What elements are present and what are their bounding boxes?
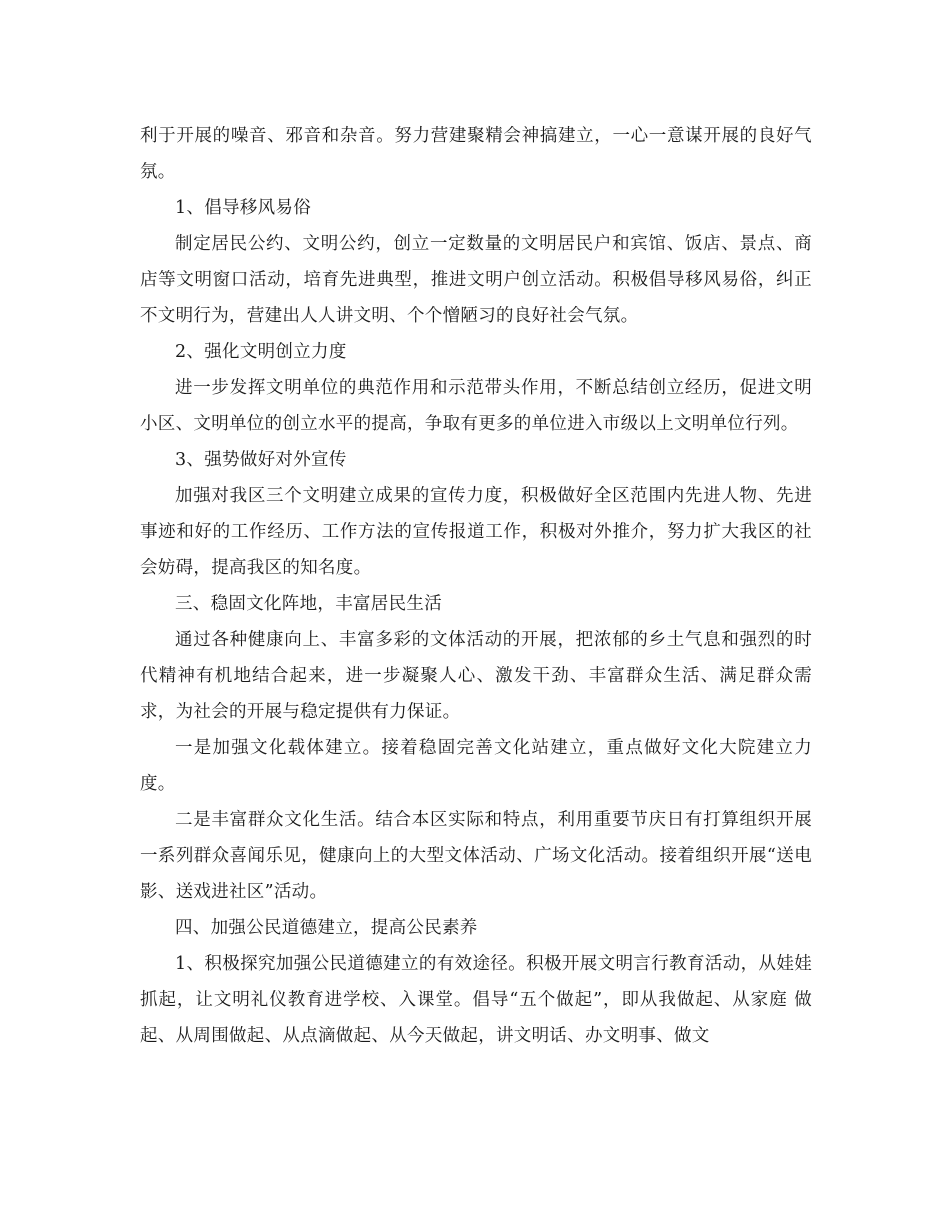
- paragraph-customs: 制定居民公约、文明公约，创立一定数量的文明居民户和宾馆、饭店、景点、商店等文明窗口活动，培育先进典型，推进文明户创立活动。积极倡导移风易俗，纠正不文明行为，营建出人人讲文明、个个憎陋习的良好社会气氛。: [140, 234, 812, 326]
- paragraph-culture-activities: 通过各种健康向上、丰富多彩的文体活动的开展，把浓郁的乡土气息和强烈的时代精神有机地结合起来，进一步凝聚人心、激发干劲、丰富群众生活、满足群众需求，为社会的开展与稳定提供有力保证。: [140, 630, 812, 722]
- section-heading-culture: 三、稳固文化阵地，丰富居民生活: [175, 594, 442, 614]
- section-heading-2: 2、强化文明创立力度: [175, 342, 347, 362]
- paragraph-continuation: 利于开展的噪音、邪音和杂音。努力营建聚精会神搞建立，一心一意谋开展的良好气氛。: [140, 126, 812, 182]
- paragraph-culture-life: 二是丰富群众文化生活。结合本区实际和特点，利用重要节庆日有打算组织开展一系列群众喜闻乐见，健康向上的大型文体活动、广场文化活动。接着组织开展“送电影、送戏进社区”活动。: [140, 810, 812, 902]
- document-body: [140, 118, 812, 1054]
- paragraph-culture-carrier: 一是加强文化载体建立。接着稳固完善文化站建立，重点做好文化大院建立力度。: [140, 738, 812, 794]
- section-heading-1: 1、倡导移风易俗: [175, 198, 312, 218]
- paragraph-morality-education: 1、积极探究加强公民道德建立的有效途径。积极开展文明言行教育活动，从娃娃抓起，让文明礼仪教育进学校、入课堂。倡导“五个做起”，即从我做起、从家庭 做起、从周围做起、从点滴做起、从今天做起，讲文明话、办文明事、做文: [140, 954, 812, 1046]
- paragraph-civilization-creation: 进一步发挥文明单位的典范作用和示范带头作用，不断总结创立经历，促进文明小区、文明单位的创立水平的提高，争取有更多的单位进入市级以上文明单位行列。: [140, 378, 812, 434]
- paragraph-publicity: 加强对我区三个文明建立成果的宣传力度，积极做好全区范围内先进人物、先进事迹和好的工作经历、工作方法的宣传报道工作，积极对外推介，努力扩大我区的社会妨碍，提高我区的知名度。: [140, 486, 812, 578]
- section-heading-3: 3、强势做好对外宣传: [175, 450, 347, 470]
- section-heading-morality: 四、加强公民道德建立，提高公民素养: [175, 918, 478, 938]
